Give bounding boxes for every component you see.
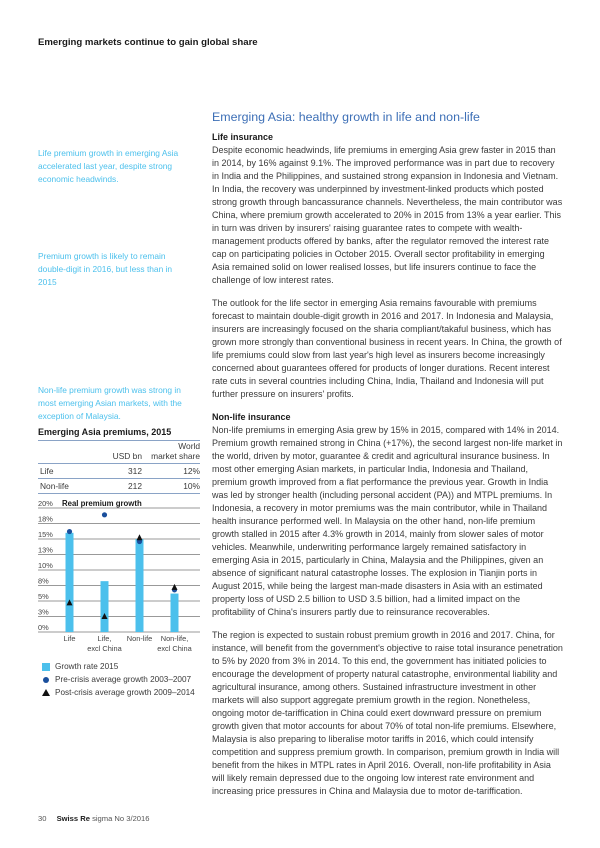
table-row: Non-life 212 10% xyxy=(38,479,200,494)
bar xyxy=(101,581,109,632)
chart-title: Real premium growth xyxy=(62,500,142,508)
life-paragraph-1: Despite economic headwinds, life premiums in emerging Asia grew faster in 2015 than in 2014, by 16% against 9.1%. The improved performance was in part due to recovery in India and the Philippines, and sustained strong expansion in Indonesia and Vietnam. In India, the recovery was underpinned by investment-linked products which posted strong growth through bancassurance channels. Nevertheless, the main contributor was China, where premium growth accelerated to 20% in 2015 from 13% a year earlier. This in turn was driven by insurers' raising guarantee rates to compete with wealth-management products offered by banks, after the regulator removed the interest rate cap on participating policies in October 2015. Overall sector profitability in emerging Asia remained solid on lower realised losses, but life insurers continue to face the challenge of low interest rates. xyxy=(212,145,563,285)
legend-item-triangle: Post-crisis average growth 2009–2014 xyxy=(42,686,195,699)
col-usd-header: USD bn xyxy=(112,451,142,461)
y-tick-label: 3% xyxy=(38,607,49,617)
table-row: Life 312 12% xyxy=(38,464,200,479)
x-category-label: Non-life, xyxy=(160,634,189,643)
bar xyxy=(136,539,144,632)
y-tick-label: 20% xyxy=(38,500,53,508)
page-header: Emerging markets continue to gain global share xyxy=(38,37,258,48)
life-paragraph-2: The outlook for the life sector in emerging Asia remains favourable with premiums forecast to maintain double-digit growth in 2016 and 2017. In Indonesia and Malaysia, insurers are increasingly focused on the sharia compliant/takaful business, which has grown more strongly than conventional business in recent years. In China, the growth of life premiums could slow from last year's high level as insurers become increasingly concerned about guarantees offered for products of longer durations. Recent interest rate cuts in several countries including China, India, Thailand and Indonesia will put further pressure on insurers' profits. xyxy=(212,298,562,399)
margin-note-life: Life premium growth in emerging Asia accelerated last year, despite strong economic headwinds. xyxy=(38,148,179,184)
col-share-header: World market share xyxy=(151,441,200,461)
life-section xyxy=(212,131,564,798)
bar xyxy=(171,594,179,632)
post-crisis-triangle xyxy=(172,584,178,590)
section-title: Emerging Asia: healthy growth in life and non-life xyxy=(212,110,480,124)
page-number: 30 xyxy=(38,814,47,823)
nonlife-heading: Non-life insurance xyxy=(212,412,291,422)
x-category-label: Life xyxy=(63,634,76,643)
legend-item-dot: Pre-crisis average growth 2003–2007 xyxy=(42,673,195,686)
pre-crisis-dot xyxy=(67,529,72,534)
post-crisis-triangle xyxy=(137,534,143,540)
brand-name: Swiss Re xyxy=(56,814,90,823)
publication-name: sigma No 3/2016 xyxy=(92,814,150,823)
table-title: Emerging Asia premiums, 2015 xyxy=(38,427,200,441)
bar-swatch-icon xyxy=(42,663,50,671)
y-tick-label: 18% xyxy=(38,514,53,524)
x-category-label: Non-life xyxy=(126,634,153,643)
chart-legend xyxy=(42,660,195,699)
bar xyxy=(66,533,74,632)
y-tick-label: 8% xyxy=(38,576,49,586)
x-category-label: excl China xyxy=(87,644,122,653)
margin-note-nonlife: Non-life premium growth was strong in most emerging Asian markets, with the exception of Malaysia. xyxy=(38,385,182,421)
y-tick-label: 15% xyxy=(38,530,53,539)
nonlife-paragraph-2: The region is expected to sustain robust premium growth in 2016 and 2017. China, for instance, will benefit from the government's objective to raise total insurance penetration to 5% by 2020 from 3% in 2014. To this end, the government has initiated policies to encourage the development of property natural catastrophe, environmental liability and agricultural insurance, among others. Sustained infrastructure investment in other markets will also support aggregate premium growth in the region. Nonetheless, ongoing motor de-tariffication in China could exert downward pressure on premium growth given that motor accounts for about 70% of total non-life premiums. Elsewhere, Malaysia is also preparing to liberalise motor tariffs in 2016, which could intensify competition and suppress premium growth. In comparison, premium growth in India will benefit from the hikes in MTPL rates in April 2016. Overall, non-life profitability in Asia will likely remain depressed due to the ongoing low interest rate environment and increasing price pressures in China and Malaysia due to motor de-tariffication. xyxy=(212,630,563,796)
y-tick-label: 0% xyxy=(38,623,49,632)
page-footer xyxy=(38,814,149,823)
y-tick-label: 5% xyxy=(38,592,49,601)
legend-item-bar: Growth rate 2015 xyxy=(42,660,195,673)
table-header-row xyxy=(38,441,200,464)
x-category-label: excl China xyxy=(157,644,192,653)
triangle-marker-icon xyxy=(42,689,50,696)
x-category-label: Life, xyxy=(97,634,112,643)
dot-marker-icon xyxy=(43,677,49,683)
real-premium-growth-chart xyxy=(38,500,200,660)
pre-crisis-dot xyxy=(102,512,107,517)
margin-note-outlook: Premium growth is likely to remain double-digit in 2016, but less than in 2015 xyxy=(38,251,173,287)
nonlife-paragraph-1: Non-life premiums in emerging Asia grew by 15% in 2015, compared with 14% in 2014. Premium growth remained strong in China (+17%), the second largest non-life market in the world, driven by motor, guarantee & credit and agricultural insurance business. In most other emerging Asian markets, in particular India, Indonesia and Thailand, premium growth improved from a flat performance the previous year. Growth in India was led by stronger health (including personal accident (PA)) and MTPL premiums. In Indonesia, a recovery in motor premiums was the main contributor, while in Thailand health insurance performed well. In Malaysia on the other hand, non-life premium growth stalled in 2015 after 4.3% growth in 2014, mainly from slower sales of motor vehicles. Meanwhile, underwriting performance largely remained satisfactory in emerging Asia in 2015, particularly in China, Malaysia and the Philippines, given an absence of significant natural catastrophe losses. The explosion in Tianjin ports in August 2015, while being the largest man-made disasters in Asia with an estimated property loss of USD 2.5 billion to USD 3.5 billion, had a limited impact on the profitability of China's insurers partly due to reinsurance recoverables. xyxy=(212,425,563,617)
y-tick-label: 10% xyxy=(38,561,53,570)
y-tick-label: 13% xyxy=(38,545,53,555)
premiums-table xyxy=(38,427,200,494)
life-heading: Life insurance xyxy=(212,132,274,142)
